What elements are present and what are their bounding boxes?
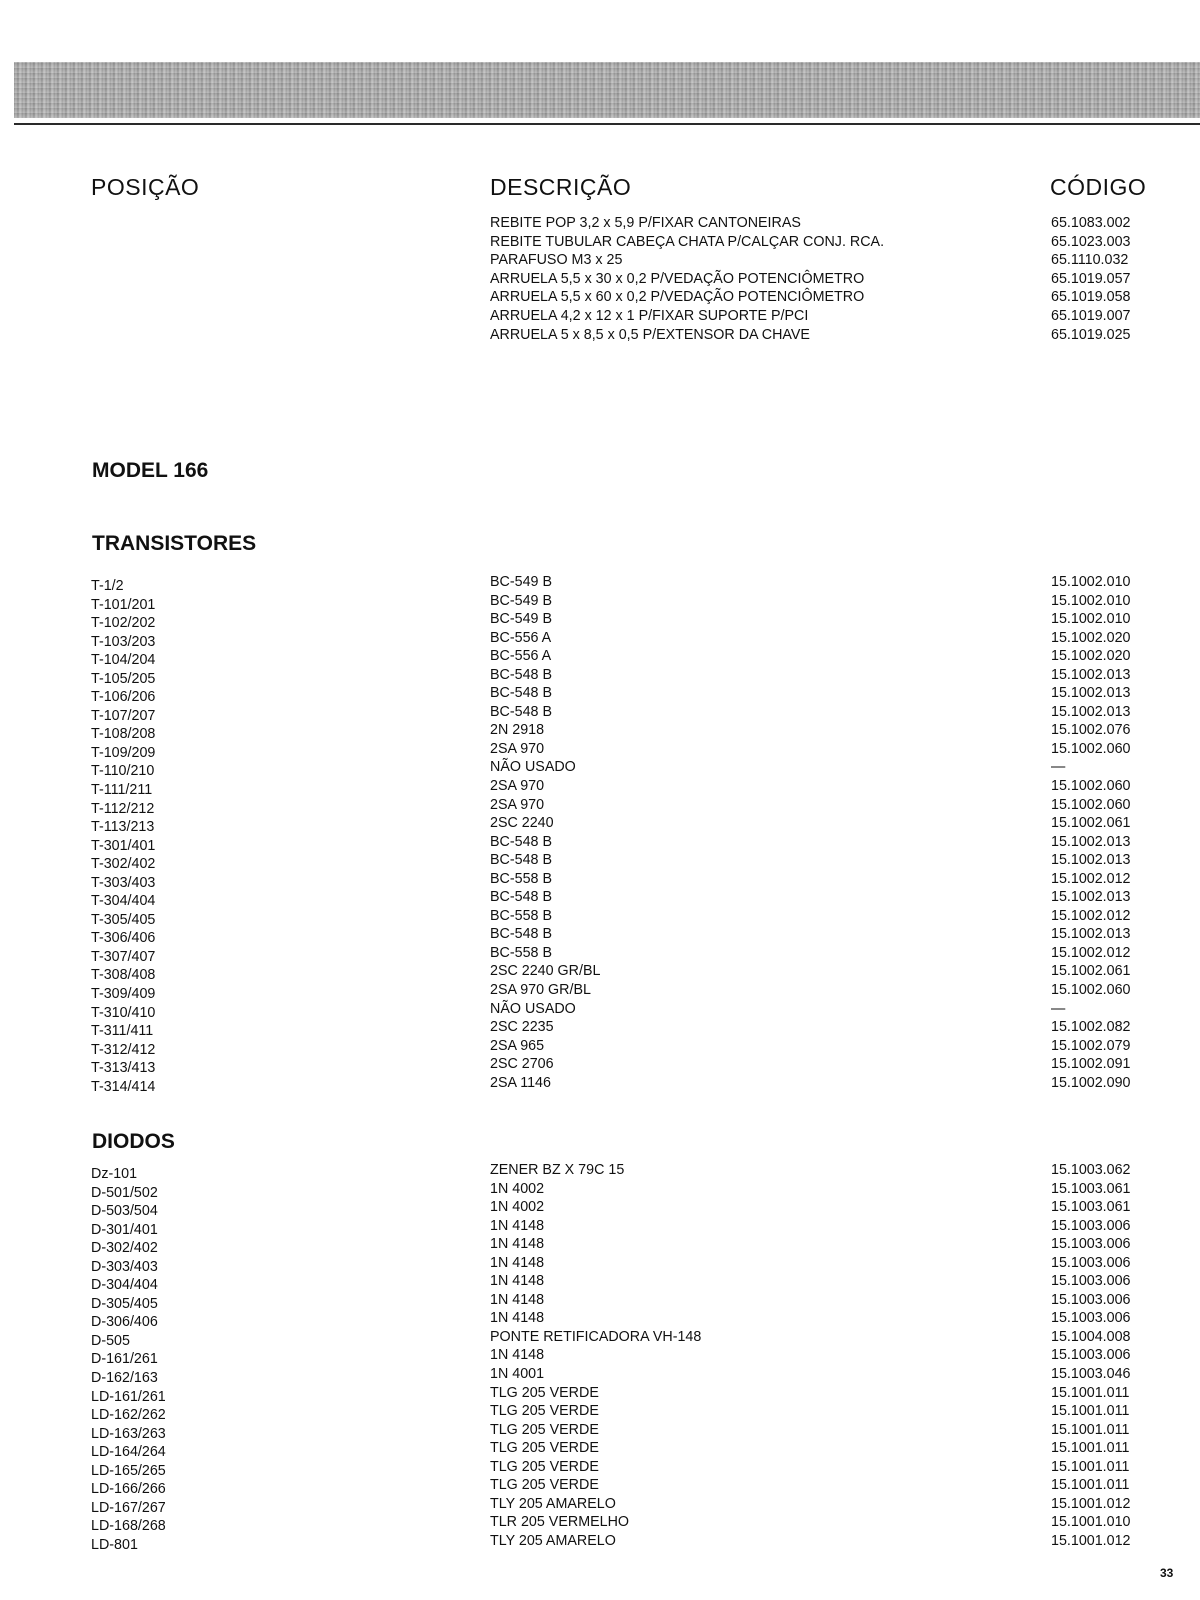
code-cell: 15.1003.062: [1051, 1162, 1131, 1178]
description-cell: 2SA 1146: [490, 1074, 551, 1091]
code-cell: 15.1003.006: [1051, 1236, 1131, 1253]
position-cell: D-302/402: [91, 1240, 158, 1257]
code-cell: 15.1002.012: [1051, 870, 1131, 887]
table-row: [0, 1328, 1200, 1347]
code-cell: 65.1023.003: [1051, 233, 1131, 250]
table-row: [0, 814, 1200, 836]
code-cell: 15.1002.013: [1051, 666, 1131, 683]
table-row: [0, 1421, 1200, 1440]
diodes-list: [0, 1161, 1200, 1553]
code-cell: 65.1083.002: [1051, 215, 1131, 231]
code-cell: 15.1002.013: [1051, 889, 1131, 906]
code-cell: 15.1003.046: [1051, 1366, 1131, 1383]
code-cell: 15.1001.012: [1051, 1495, 1131, 1512]
code-cell: 15.1003.006: [1051, 1347, 1131, 1364]
description-cell: 2SA 970 GR/BL: [490, 982, 591, 999]
description-cell: TLG 205 VERDE: [490, 1477, 599, 1494]
table-row: [0, 1532, 1200, 1551]
description-cell: BC-558 B: [490, 907, 552, 924]
description-cell: 2SC 2240: [490, 815, 554, 832]
position-cell: D-301/401: [91, 1221, 158, 1238]
transistors-title: TRANSISTORES: [92, 532, 257, 555]
description-cell: BC-556 A: [490, 648, 552, 665]
model-title: MODEL 166: [92, 459, 209, 482]
code-cell: 15.1002.082: [1051, 1019, 1131, 1036]
position-cell: T-307/407: [91, 948, 156, 965]
description-cell: TLG 205 VERDE: [490, 1421, 599, 1438]
table-row: [0, 1180, 1200, 1199]
code-cell: 15.1001.011: [1051, 1458, 1130, 1475]
position-cell: T-301/401: [91, 837, 156, 854]
position-cell: T-111/211: [91, 782, 153, 799]
description-cell: TLG 205 VERDE: [490, 1458, 599, 1475]
description-cell: TLG 205 VERDE: [490, 1403, 599, 1420]
table-row: [0, 1000, 1200, 1019]
description-cell: BC-548 B: [490, 833, 552, 850]
table-row: [0, 833, 1200, 852]
table-row: [0, 1037, 1200, 1056]
position-cell: T-313/413: [91, 1060, 156, 1077]
code-cell: 15.1002.061: [1051, 815, 1131, 832]
table-row: [0, 1458, 1200, 1477]
table-row: [0, 1439, 1200, 1461]
description-cell: TLR 205 VERMELHO: [490, 1514, 630, 1531]
table-row: [0, 647, 1200, 669]
position-cell: T-310/410: [91, 1004, 156, 1021]
position-cell: D-306/406: [91, 1314, 158, 1331]
code-cell: 15.1002.076: [1051, 722, 1131, 739]
position-cell: D-303/403: [91, 1258, 158, 1275]
code-cell: 15.1002.091: [1051, 1056, 1131, 1073]
position-cell: T-308/408: [91, 967, 156, 984]
page-number: 33: [1160, 1566, 1174, 1580]
description-cell: 2SA 970: [490, 778, 545, 795]
code-cell: 15.1002.061: [1051, 963, 1131, 980]
table-row: [0, 740, 1200, 759]
description-cell: 2SC 2235: [490, 1019, 554, 1036]
position-cell: T-105/205: [91, 670, 156, 687]
position-cell: T-102/202: [91, 615, 156, 632]
code-cell: 15.1003.006: [1051, 1254, 1131, 1271]
position-cell: D-503/504: [91, 1203, 158, 1220]
description-cell: ARRUELA 5 x 8,5 x 0,5 P/EXTENSOR DA CHAVE: [490, 326, 810, 343]
description-cell: 2SA 970: [490, 796, 545, 813]
code-cell: 15.1002.020: [1051, 648, 1131, 665]
position-cell: T-311/411: [91, 1023, 154, 1040]
code-cell: 15.1002.010: [1051, 592, 1131, 609]
code-cell: 15.1001.011: [1051, 1440, 1130, 1457]
position-cell: D-161/261: [91, 1351, 158, 1368]
position-cell: LD-167/267: [91, 1499, 166, 1516]
position-cell: D-304/404: [91, 1277, 158, 1294]
description-cell: 1N 4148: [490, 1236, 545, 1253]
description-cell: TLG 205 VERDE: [490, 1440, 599, 1457]
table-row: [0, 1235, 1200, 1257]
table-row: [0, 1198, 1200, 1220]
code-cell: 15.1001.011: [1051, 1384, 1130, 1401]
code-cell: 15.1002.010: [1051, 611, 1131, 628]
position-cell: T-108/208: [91, 726, 156, 743]
description-cell: ARRUELA 4,2 x 12 x 1 P/FIXAR SUPORTE P/PCI: [490, 307, 809, 324]
position-cell: T-1/2: [91, 578, 124, 594]
code-cell: 15.1001.011: [1051, 1477, 1130, 1494]
table-row: [0, 573, 1200, 592]
position-cell: T-309/409: [91, 986, 156, 1003]
column-header-description: DESCRIÇÃO: [490, 174, 632, 200]
position-cell: LD-162/262: [91, 1407, 166, 1424]
table-row: [0, 1254, 1200, 1273]
table-row: [0, 1309, 1200, 1331]
description-cell: REBITE POP 3,2 x 5,9 P/FIXAR CANTONEIRAS: [490, 215, 801, 231]
position-cell: T-314/414: [91, 1078, 156, 1095]
description-cell: BC-549 B: [490, 592, 552, 609]
table-row: [0, 684, 1200, 706]
position-cell: T-106/206: [91, 689, 156, 706]
position-cell: D-505: [91, 1332, 130, 1349]
code-cell: 15.1002.013: [1051, 685, 1131, 702]
table-row: [0, 666, 1200, 685]
position-cell: T-306/406: [91, 930, 156, 947]
code-cell: 15.1003.006: [1051, 1291, 1131, 1308]
table-row: [0, 1384, 1200, 1403]
description-cell: BC-548 B: [490, 685, 552, 702]
table-row: [0, 721, 1200, 743]
code-cell: 15.1002.060: [1051, 982, 1131, 999]
position-cell: T-303/403: [91, 874, 156, 891]
code-cell: 15.1002.012: [1051, 907, 1131, 924]
header-band: [14, 62, 1200, 118]
table-row: [0, 307, 1200, 326]
table-row: [0, 1346, 1200, 1368]
table-row: [0, 610, 1200, 632]
description-cell: BC-556 A: [490, 629, 552, 646]
description-cell: BC-548 B: [490, 926, 552, 943]
table-row: [0, 1513, 1200, 1535]
table-row: [0, 1272, 1200, 1294]
description-cell: 1N 4002: [490, 1199, 545, 1216]
code-cell: 65.1019.058: [1051, 289, 1131, 306]
code-cell: 15.1001.011: [1051, 1403, 1130, 1420]
position-cell: D-162/163: [91, 1370, 158, 1387]
description-cell: 1N 4002: [490, 1180, 545, 1197]
description-cell: 1N 4001: [490, 1366, 545, 1383]
code-cell: 15.1002.010: [1051, 574, 1131, 590]
description-cell: BC-548 B: [490, 852, 552, 869]
table-row: [0, 777, 1200, 799]
table-row: [0, 1476, 1200, 1498]
position-cell: T-112/212: [91, 800, 155, 817]
code-cell: 15.1003.006: [1051, 1217, 1131, 1234]
table-row: [0, 1402, 1200, 1424]
position-cell: T-113/213: [91, 819, 155, 836]
code-cell: —: [1051, 1000, 1066, 1017]
code-cell: 15.1002.020: [1051, 629, 1131, 646]
description-cell: ARRUELA 5,5 x 30 x 0,2 P/VEDAÇÃO POTENCIÔMETRO: [490, 270, 865, 287]
position-cell: LD-168/268: [91, 1518, 166, 1535]
diodes-title: DIODOS: [92, 1130, 175, 1153]
description-cell: 1N 4148: [490, 1217, 545, 1234]
position-cell: T-312/412: [91, 1041, 156, 1058]
description-cell: PONTE RETIFICADORA VH-148: [490, 1328, 702, 1345]
code-cell: 65.1019.057: [1051, 270, 1131, 287]
code-cell: 15.1002.012: [1051, 944, 1131, 961]
position-cell: T-103/203: [91, 633, 156, 650]
description-cell: 1N 4148: [490, 1291, 545, 1308]
table-row: [0, 1074, 1200, 1093]
description-cell: NÃO USADO: [490, 759, 576, 776]
position-cell: T-302/402: [91, 856, 156, 873]
table-row: [0, 758, 1200, 780]
description-cell: 1N 4148: [490, 1254, 545, 1271]
description-cell: 1N 4148: [490, 1347, 545, 1364]
position-cell: D-305/405: [91, 1295, 158, 1312]
table-row: [0, 629, 1200, 648]
position-cell: D-501/502: [91, 1184, 158, 1201]
table-row: [0, 981, 1200, 1003]
transistors-list: [0, 573, 1200, 1095]
hardware-list: [0, 214, 1200, 344]
position-cell: T-305/405: [91, 911, 156, 928]
position-cell: LD-166/266: [91, 1481, 166, 1498]
code-cell: 15.1002.013: [1051, 852, 1131, 869]
position-cell: LD-163/263: [91, 1425, 166, 1442]
table-row: [0, 796, 1200, 815]
table-row: [0, 1217, 1200, 1236]
code-cell: —: [1051, 759, 1066, 776]
description-cell: BC-548 B: [490, 666, 552, 683]
code-cell: 15.1003.006: [1051, 1273, 1131, 1290]
description-cell: 2SA 965: [490, 1037, 545, 1054]
code-cell: 15.1002.013: [1051, 926, 1131, 943]
table-row: [0, 326, 1200, 345]
description-cell: BC-558 B: [490, 944, 552, 961]
code-cell: 15.1001.011: [1051, 1421, 1130, 1438]
header-rule: [14, 123, 1200, 125]
position-cell: T-109/209: [91, 744, 156, 761]
table-row: [0, 925, 1200, 947]
position-cell: LD-801: [91, 1536, 138, 1553]
description-cell: 1N 4148: [490, 1273, 545, 1290]
table-row: [0, 888, 1200, 910]
code-cell: 15.1002.079: [1051, 1037, 1131, 1054]
table-row: [0, 1365, 1200, 1387]
table-row: [0, 851, 1200, 873]
table-row: [0, 288, 1200, 307]
description-cell: ARRUELA 5,5 x 60 x 0,2 P/VEDAÇÃO POTENCIÔMETRO: [490, 289, 865, 306]
table-row: [0, 1291, 1200, 1310]
position-cell: T-107/207: [91, 707, 156, 724]
position-cell: LD-165/265: [91, 1462, 166, 1479]
code-cell: 15.1002.090: [1051, 1074, 1131, 1091]
description-cell: REBITE TUBULAR CABEÇA CHATA P/CALÇAR CONJ. RCA.: [490, 233, 885, 250]
code-cell: 65.1019.007: [1051, 307, 1131, 324]
code-cell: 15.1002.013: [1051, 703, 1131, 720]
position-cell: T-104/204: [91, 652, 156, 669]
table-row: [0, 703, 1200, 722]
table-row: [0, 251, 1200, 270]
code-cell: 15.1003.061: [1051, 1199, 1131, 1216]
table-row: [0, 962, 1200, 984]
column-header-code: CÓDIGO: [1050, 174, 1147, 200]
table-row: [0, 1161, 1200, 1180]
description-cell: PARAFUSO M3 x 25: [490, 252, 623, 269]
code-cell: 15.1003.006: [1051, 1310, 1131, 1327]
table-row: [0, 1018, 1200, 1040]
table-row: [0, 870, 1200, 889]
table-row: [0, 214, 1200, 233]
description-cell: TLY 205 AMARELO: [490, 1495, 616, 1512]
code-cell: 15.1002.013: [1051, 833, 1131, 850]
description-cell: 2SA 970: [490, 740, 545, 757]
description-cell: 2SC 2240 GR/BL: [490, 963, 601, 980]
code-cell: 15.1001.010: [1051, 1514, 1131, 1531]
code-cell: 15.1002.060: [1051, 778, 1131, 795]
description-cell: BC-548 B: [490, 703, 552, 720]
code-cell: 15.1004.008: [1051, 1328, 1131, 1345]
description-cell: BC-549 B: [490, 611, 552, 628]
position-cell: T-110/210: [91, 763, 155, 780]
description-cell: 2SC 2706: [490, 1056, 554, 1073]
table-row: [0, 233, 1200, 252]
description-cell: BC-548 B: [490, 889, 552, 906]
description-cell: 1N 4148: [490, 1310, 545, 1327]
code-cell: 65.1019.025: [1051, 326, 1131, 343]
code-cell: 65.1110.032: [1051, 252, 1129, 269]
description-cell: BC-558 B: [490, 870, 552, 887]
description-cell: TLG 205 VERDE: [490, 1384, 599, 1401]
column-header-position: POSIÇÃO: [91, 174, 200, 200]
position-cell: T-101/201: [91, 596, 156, 613]
table-row: [0, 907, 1200, 926]
position-cell: LD-161/261: [91, 1388, 166, 1405]
table-row: [0, 944, 1200, 963]
code-cell: 15.1003.061: [1051, 1180, 1131, 1197]
description-cell: NÃO USADO: [490, 1000, 576, 1017]
table-row: [0, 592, 1200, 611]
table-row: [0, 1055, 1200, 1077]
code-cell: 15.1002.060: [1051, 796, 1131, 813]
code-cell: 15.1002.060: [1051, 740, 1131, 757]
description-cell: TLY 205 AMARELO: [490, 1532, 616, 1549]
description-cell: 2N 2918: [490, 722, 545, 739]
code-cell: 15.1001.012: [1051, 1532, 1131, 1549]
position-cell: T-304/404: [91, 893, 156, 910]
position-cell: Dz-101: [91, 1166, 138, 1182]
table-row: [0, 1495, 1200, 1514]
table-row: [0, 270, 1200, 289]
position-cell: LD-164/264: [91, 1444, 166, 1461]
description-cell: BC-549 B: [490, 574, 552, 590]
description-cell: ZENER BZ X 79C 15: [490, 1162, 625, 1178]
